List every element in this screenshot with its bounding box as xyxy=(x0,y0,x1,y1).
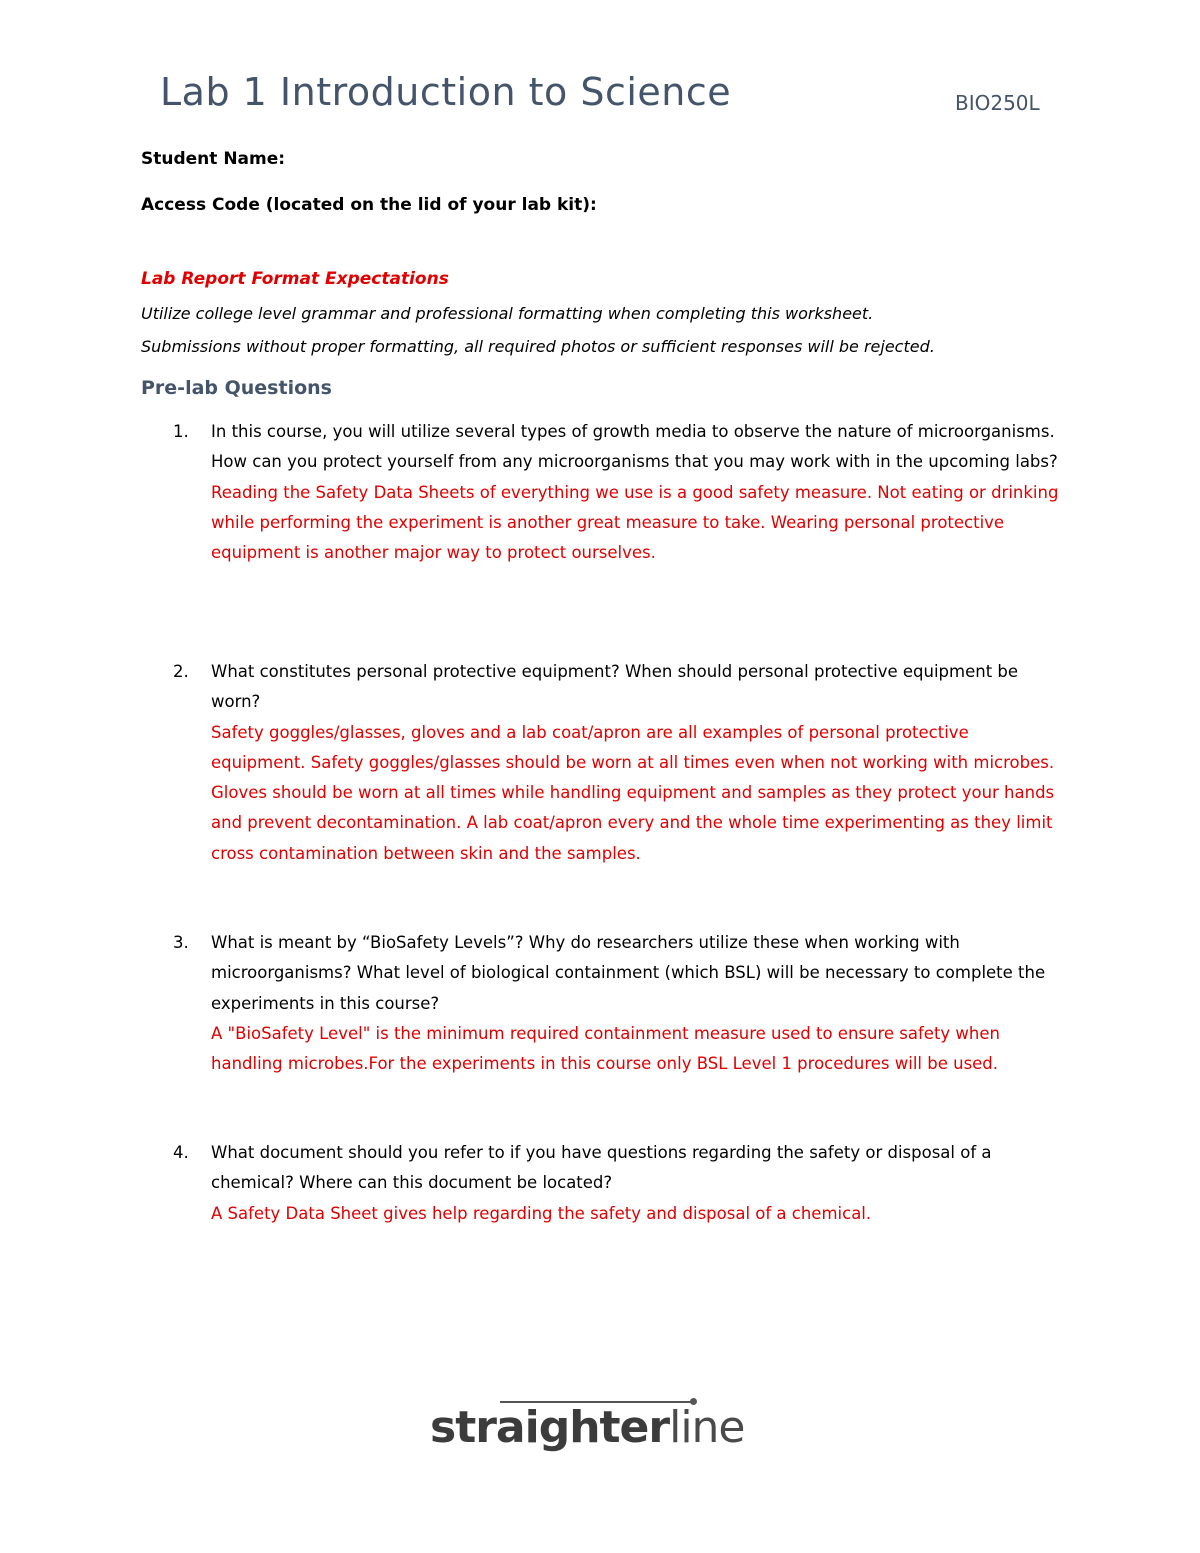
access-code-label: Access Code (located on the lid of your lab kit): xyxy=(141,195,597,215)
format-expectations-line-2: Submissions without proper formatting, all required photos or sufficient responses will be rejected. xyxy=(141,337,935,356)
question-number: 2. xyxy=(173,662,189,681)
question-text: What is meant by “BioSafety Levels”? Why do researchers utilize these when working with microorganisms? What level of biological containment (which BSL) will be necessary to complete the experiments in this course? xyxy=(211,933,1046,1013)
question-number: 1. xyxy=(173,422,189,441)
question-text: What document should you refer to if you have questions regarding the safety or disposal of a chemical? Where can this document be located? xyxy=(211,1143,992,1193)
logo-light-text: line xyxy=(669,1402,745,1453)
document-title: Lab 1 Introduction to Science xyxy=(160,70,732,114)
question-text: In this course, you will utilize several types of growth media to observe the nature of microorganisms. How can you protect yourself from any microorganisms that you may work with in the upcoming labs? xyxy=(211,422,1058,472)
format-expectations-heading: Lab Report Format Expectations xyxy=(141,269,449,289)
answer-text: A Safety Data Sheet gives help regarding the safety and disposal of a chemical. xyxy=(211,1203,872,1223)
format-expectations-line-1: Utilize college level grammar and professional formatting when completing this worksheet. xyxy=(141,304,874,323)
straighterline-logo xyxy=(430,1402,745,1453)
answer-text: Safety goggles/glasses, gloves and a lab coat/apron are all examples of personal protective equipment. Safety goggles/glasses should be worn at all times even when not working with microbes. Gloves should be worn at all times while handling equipment and samples as they protect your hands and prevent decontamination. A lab coat/apron every and the whole time experimenting as they limit cross contamination between skin and the samples. xyxy=(211,722,1055,863)
answer-text: Reading the Safety Data Sheets of everything we use is a good safety measure. Not eating or drinking while performing the experiment is another great measure to take. Wearing personal protective equipment is another major way to protect ourselves. xyxy=(211,482,1059,563)
question-number: 4. xyxy=(173,1143,189,1162)
question-item-2 xyxy=(173,657,1063,869)
question-item-1 xyxy=(173,417,1063,568)
course-code: BIO250L xyxy=(955,91,1040,115)
student-name-label: Student Name: xyxy=(141,149,286,169)
question-item-4 xyxy=(173,1138,1063,1229)
logo-bold-text: straighter xyxy=(430,1402,670,1453)
prelab-heading: Pre-lab Questions xyxy=(141,377,332,399)
question-item-3 xyxy=(173,928,1063,1079)
question-text: What constitutes personal protective equipment? When should personal protective equipment be worn? xyxy=(211,662,1019,712)
answer-text: A "BioSafety Level" is the minimum required containment measure used to ensure safety when handling microbes.For the experiments in this course only BSL Level 1 procedures will be used. xyxy=(211,1023,1000,1074)
question-number: 3. xyxy=(173,933,189,952)
